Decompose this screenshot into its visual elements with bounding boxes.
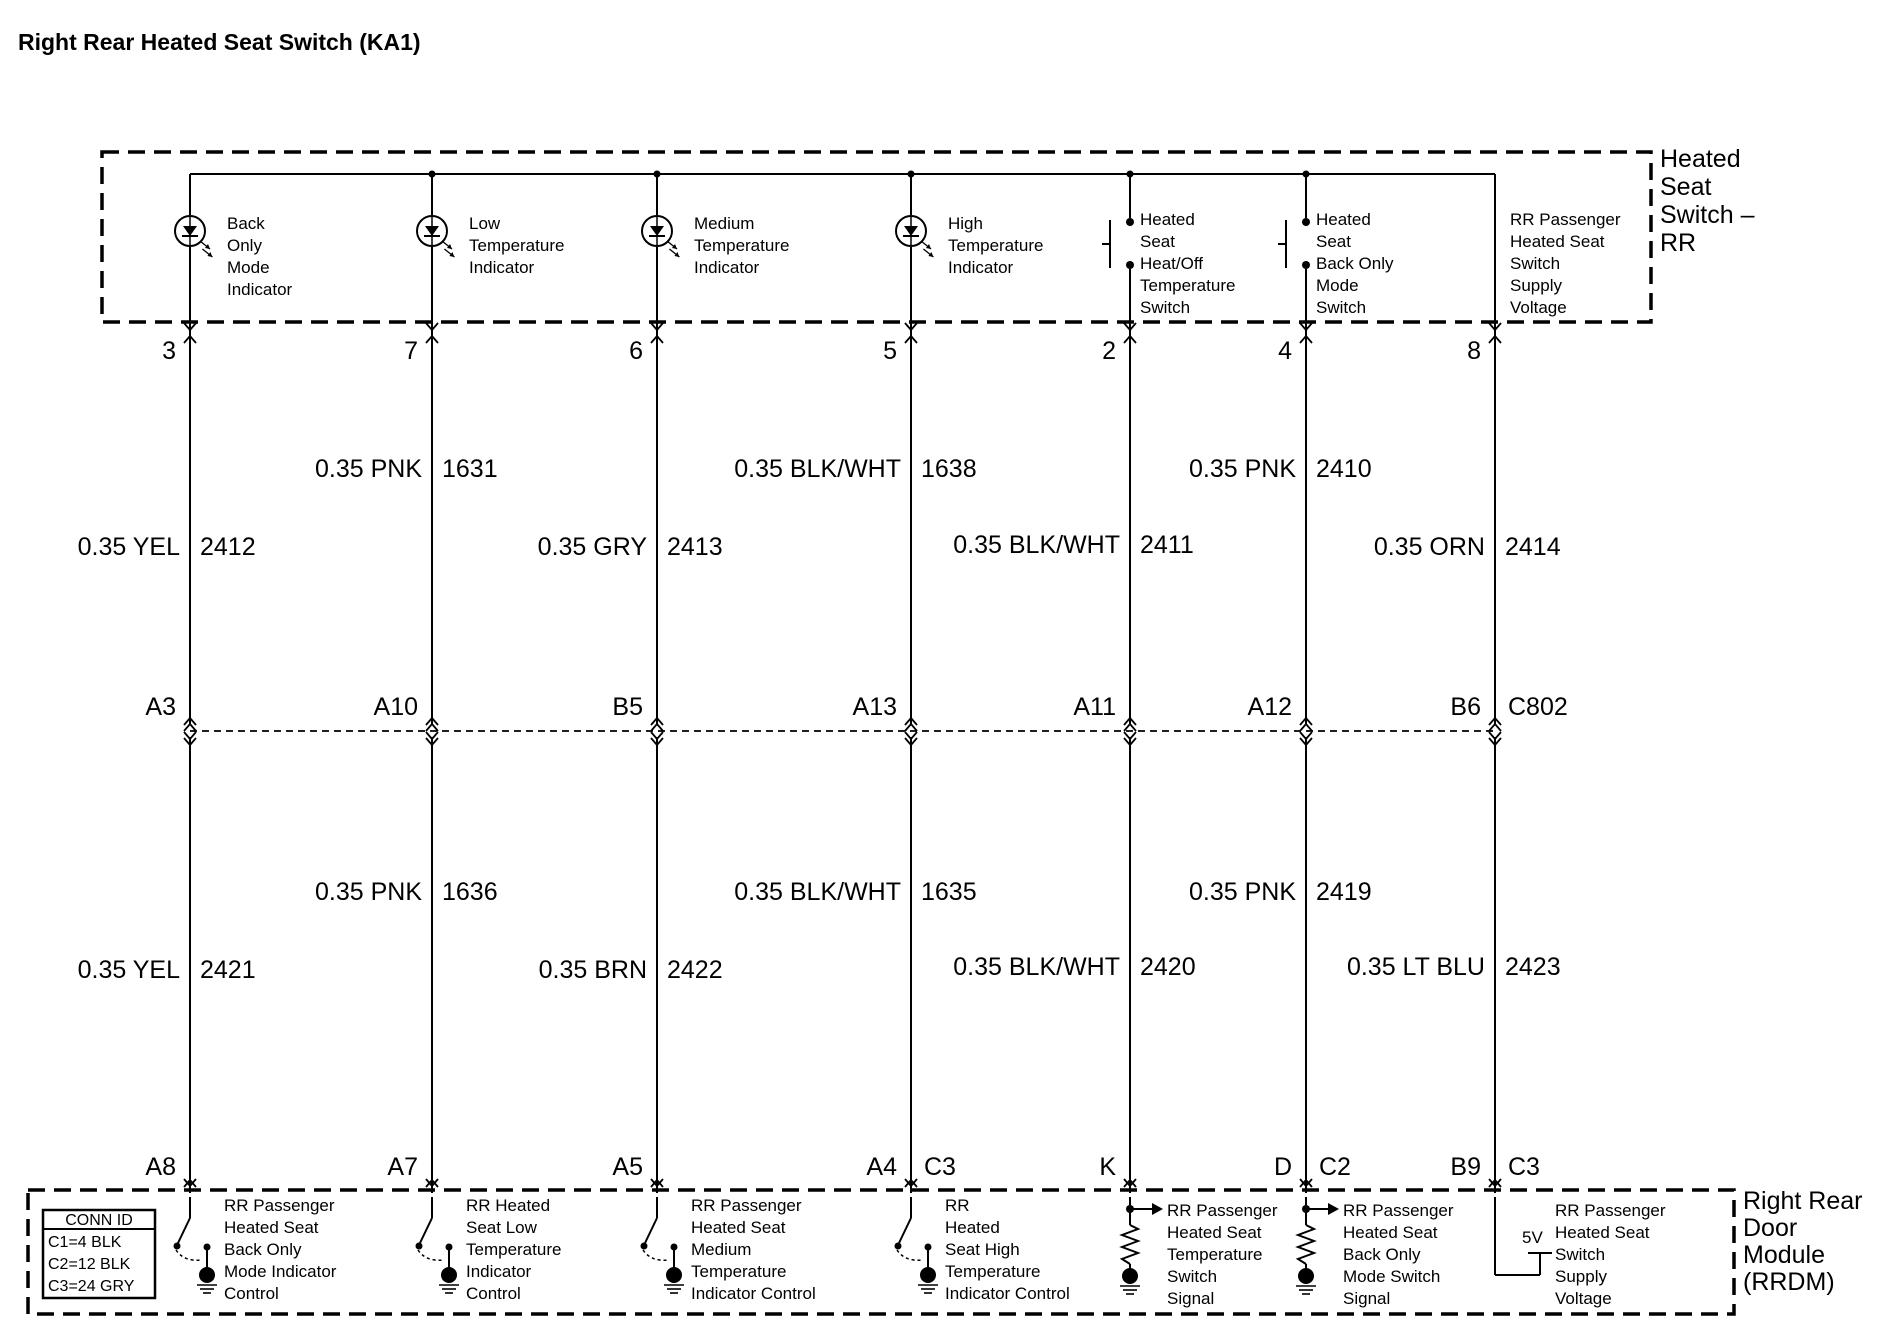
connector-terminal — [651, 724, 663, 731]
conn-id-table — [43, 1210, 155, 1298]
switch-function-label: Supply — [1510, 276, 1562, 295]
connector-pin-number: A12 — [1247, 693, 1292, 721]
module-function-label: Heated Seat — [1343, 1223, 1438, 1242]
switch-function-label: High — [948, 214, 983, 233]
switch-function-label: Seat — [1140, 232, 1175, 251]
connector-terminal — [651, 732, 663, 739]
module-function-label: Medium — [691, 1240, 752, 1259]
upper-wire-color: 0.35 BLK/WHT — [734, 455, 901, 483]
connector-terminal — [1124, 732, 1136, 739]
module-function-label: Mode Indicator — [224, 1262, 337, 1281]
momentary-switch-icon — [1102, 174, 1134, 322]
conn-id-header: CONN ID — [65, 1212, 133, 1229]
module-function-label: Signal — [1343, 1289, 1391, 1308]
switch-function-label: Mode — [1316, 276, 1359, 295]
connector-terminal — [1489, 732, 1501, 739]
module-function-label: Temperature — [466, 1240, 562, 1259]
module-function-label: Indicator Control — [945, 1284, 1070, 1303]
module-function-label: Heated Seat — [224, 1218, 319, 1237]
resistor-input-icon — [1296, 1197, 1339, 1294]
switch-function-label: Only — [227, 236, 262, 255]
switch-pin-number: 3 — [162, 337, 176, 365]
module-function-label: Seat Low — [466, 1218, 537, 1237]
low-side-driver-icon — [895, 1197, 939, 1293]
module-function-label: Back Only — [224, 1240, 302, 1259]
connector-pin-number: A13 — [852, 693, 897, 721]
switch-function-label: Temperature — [948, 236, 1044, 255]
lower-wire-color: 0.35 PNK — [1188, 878, 1296, 906]
module-function-label: RR Passenger — [224, 1196, 335, 1215]
switch-function-label: Heated — [1140, 210, 1195, 229]
module-connector-id: C3 — [1508, 1153, 1540, 1181]
upper-wire-color: 0.35 BLK/WHT — [953, 531, 1120, 559]
lower-wire-color: 0.35 BRN — [538, 956, 647, 984]
connector-terminal — [184, 732, 196, 739]
low-side-driver-icon — [174, 1197, 218, 1293]
resistor-input-icon — [1120, 1197, 1163, 1294]
module-function-label: Heated — [945, 1218, 1000, 1237]
upper-wire-number: 2410 — [1316, 455, 1372, 483]
module-connector-id: C2 — [1319, 1153, 1351, 1181]
upper-wire-color: 0.35 ORN — [1373, 533, 1485, 561]
upper-wire-number: 1631 — [442, 455, 498, 483]
module-pin-number: A8 — [145, 1153, 176, 1181]
switch-pin-number: 6 — [629, 337, 643, 365]
module-function-label: Heated Seat — [1167, 1223, 1262, 1242]
switch-function-label: Temperature — [469, 236, 565, 255]
module-pin-number: D — [1273, 1153, 1292, 1181]
lower-wire-number: 1635 — [921, 878, 977, 906]
module-function-label: Indicator — [466, 1262, 532, 1281]
switch-pin-number: 5 — [883, 337, 897, 365]
switch-box-name: Seat — [1660, 173, 1712, 201]
switch-function-label: Heated Seat — [1510, 232, 1605, 251]
upper-wire-number: 2411 — [1140, 531, 1194, 559]
module-function-label: RR Passenger — [1555, 1201, 1666, 1220]
upper-wire-number: 2413 — [667, 533, 723, 561]
switch-pin-number: 4 — [1278, 337, 1292, 365]
led-indicator-icon — [175, 216, 212, 257]
lower-wire-color: 0.35 LT BLU — [1346, 953, 1485, 981]
conn-id-row: C1=4 BLK — [48, 1234, 122, 1251]
switch-function-label: Indicator — [469, 258, 535, 277]
switch-function-label: Indicator — [694, 258, 760, 277]
module-function-label: RR — [945, 1196, 970, 1215]
connector-pin-number: A3 — [145, 693, 176, 721]
module-function-label: Temperature — [1167, 1245, 1263, 1264]
momentary-switch-icon — [1278, 174, 1310, 322]
lower-wire-number: 2419 — [1316, 878, 1372, 906]
upper-wire-color: 0.35 PNK — [314, 455, 422, 483]
module-function-label: Back Only — [1343, 1245, 1421, 1264]
switch-box-name: Switch – — [1660, 201, 1755, 229]
module-pin-number: K — [1099, 1153, 1116, 1181]
module-pin-number: A7 — [387, 1153, 418, 1181]
connector-terminal — [1300, 732, 1312, 739]
module-function-label: Voltage — [1555, 1289, 1612, 1308]
connector-pin-number: A10 — [373, 693, 418, 721]
conn-id-row: C3=24 GRY — [48, 1278, 135, 1295]
module-pin-number: B9 — [1450, 1153, 1481, 1181]
module-function-label: Seat High — [945, 1240, 1020, 1259]
module-supply-voltage: 5V — [1522, 1228, 1543, 1247]
module-function-label: Signal — [1167, 1289, 1215, 1308]
switch-pin-number: 2 — [1102, 337, 1116, 365]
switch-function-label: Indicator — [948, 258, 1014, 277]
module-function-label: RR Heated — [466, 1196, 551, 1215]
switch-function-label: Back — [227, 214, 265, 233]
module-function-label: RR Passenger — [1343, 1201, 1454, 1220]
switch-pin-number: 7 — [404, 337, 418, 365]
junction-dot — [429, 171, 436, 178]
switch-function-label: Heated — [1316, 210, 1371, 229]
lower-wire-color: 0.35 BLK/WHT — [734, 878, 901, 906]
switch-function-label: RR Passenger — [1510, 210, 1621, 229]
lower-wire-number: 2420 — [1140, 953, 1196, 981]
switch-function-label: Temperature — [1140, 276, 1236, 295]
switch-function-label: Low — [469, 214, 501, 233]
lower-wire-color: 0.35 BLK/WHT — [953, 953, 1120, 981]
module-function-label: RR Passenger — [691, 1196, 802, 1215]
low-side-driver-icon — [641, 1197, 685, 1293]
connector-terminal — [905, 724, 917, 731]
upper-wire-number: 2414 — [1505, 533, 1561, 561]
lower-wire-number: 2423 — [1505, 953, 1561, 981]
led-indicator-icon — [642, 216, 679, 257]
lower-wire-color: 0.35 PNK — [314, 878, 422, 906]
switch-box-name: RR — [1660, 229, 1697, 257]
module-function-label: RR Passenger — [1167, 1201, 1278, 1220]
connector-terminal — [426, 724, 438, 731]
switch-function-label: Voltage — [1510, 298, 1567, 317]
module-function-label: Temperature — [691, 1262, 787, 1281]
connector-pin-number: A11 — [1073, 693, 1116, 721]
upper-wire-color: 0.35 YEL — [77, 533, 180, 561]
switch-function-label: Medium — [694, 214, 755, 233]
module-function-label: Switch — [1167, 1267, 1218, 1286]
lower-wire-number: 2422 — [667, 956, 723, 984]
upper-wire-color: 0.35 GRY — [537, 533, 647, 561]
switch-function-label: Mode — [227, 258, 270, 277]
module-box-name: Right Rear — [1743, 1187, 1863, 1215]
led-indicator-icon — [896, 216, 933, 257]
module-box-name: Door — [1743, 1214, 1798, 1242]
module-function-label: Temperature — [945, 1262, 1041, 1281]
connector-pin-number: B5 — [612, 693, 643, 721]
switch-function-label: Seat — [1316, 232, 1351, 251]
upper-wire-number: 1638 — [921, 455, 977, 483]
switch-function-label: Switch — [1510, 254, 1561, 273]
switch-function-label: Indicator — [227, 280, 293, 299]
low-side-driver-icon — [416, 1197, 460, 1293]
module-function-label: Switch — [1555, 1245, 1606, 1264]
module-function-label: Heated Seat — [1555, 1223, 1650, 1242]
connector-terminal — [426, 732, 438, 739]
switch-function-label: Heat/Off — [1140, 254, 1203, 273]
led-indicator-icon — [417, 216, 454, 257]
junction-dot — [908, 171, 915, 178]
module-pin-number: A5 — [612, 1153, 643, 1181]
junction-dot — [654, 171, 661, 178]
supply-voltage-icon — [1495, 1197, 1552, 1275]
upper-wire-number: 2412 — [200, 533, 256, 561]
connector-pin-number: B6 — [1450, 693, 1481, 721]
lower-wire-number: 2421 — [200, 956, 256, 984]
module-box-name: (RRDM) — [1743, 1268, 1835, 1296]
connector-terminal — [184, 724, 196, 731]
switch-function-label: Switch — [1316, 298, 1367, 317]
switch-function-label: Temperature — [694, 236, 790, 255]
connector-terminal — [1300, 724, 1312, 731]
module-function-label: Mode Switch — [1343, 1267, 1441, 1286]
switch-box — [102, 152, 1651, 322]
module-connector-id: C3 — [924, 1153, 956, 1181]
module-function-label: Control — [466, 1284, 521, 1303]
diagram-title: Right Rear Heated Seat Switch (KA1) — [18, 29, 421, 55]
module-function-label: Supply — [1555, 1267, 1607, 1286]
switch-function-label: Back Only — [1316, 254, 1394, 273]
connector-id: C802 — [1508, 693, 1568, 721]
switch-box-name: Heated — [1660, 145, 1741, 173]
switch-pin-number: 8 — [1467, 337, 1481, 365]
upper-wire-color: 0.35 PNK — [1188, 455, 1296, 483]
module-box-name: Module — [1743, 1241, 1825, 1269]
connector-terminal — [1124, 724, 1136, 731]
lower-wire-number: 1636 — [442, 878, 498, 906]
module-function-label: Control — [224, 1284, 279, 1303]
connector-terminal — [905, 732, 917, 739]
switch-function-label: Switch — [1140, 298, 1191, 317]
lower-wire-color: 0.35 YEL — [77, 956, 180, 984]
module-pin-number: A4 — [866, 1153, 897, 1181]
module-function-label: Indicator Control — [691, 1284, 816, 1303]
conn-id-row: C2=12 BLK — [48, 1256, 131, 1273]
module-function-label: Heated Seat — [691, 1218, 786, 1237]
connector-terminal — [1489, 724, 1501, 731]
